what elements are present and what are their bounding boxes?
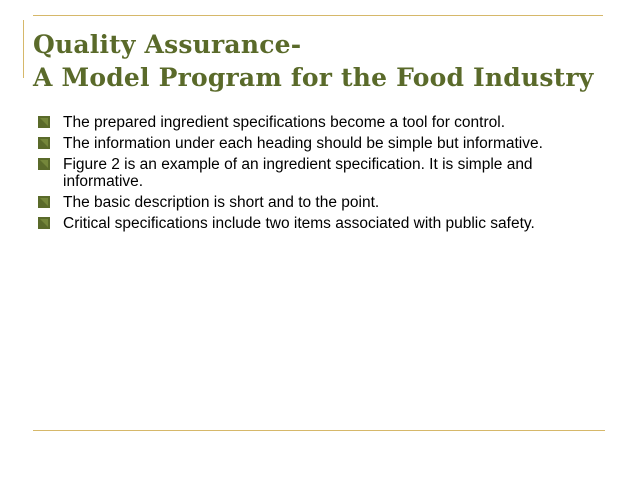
title-line-1: Quality Assurance- — [33, 30, 302, 59]
bullet-text: Figure 2 is an example of an ingredient specification. It is simple and informative. — [63, 156, 533, 190]
square-bullet-icon — [38, 217, 50, 229]
square-bullet-icon — [38, 196, 50, 208]
bullet-item — [38, 194, 598, 211]
bullet-list — [38, 114, 598, 236]
square-bullet-icon — [38, 137, 50, 149]
bullet-item — [38, 135, 598, 152]
bullet-text: Critical specifications include two items associated with public safety. — [63, 215, 535, 232]
bottom-rule — [33, 430, 605, 431]
square-bullet-icon — [38, 116, 50, 128]
left-rule — [23, 20, 24, 78]
bullet-item — [38, 156, 598, 190]
bullet-text: The basic description is short and to the point. — [63, 194, 380, 211]
slide-title — [33, 28, 594, 94]
bullet-text: The prepared ingredient specifications become a tool for control. — [63, 114, 505, 131]
bullet-text: The information under each heading should be simple but informative. — [63, 135, 543, 152]
square-bullet-icon — [38, 158, 50, 170]
title-line-2: A Model Program for the Food Industry — [33, 63, 594, 92]
bullet-item — [38, 215, 598, 232]
bullet-item — [38, 114, 598, 131]
top-rule — [33, 15, 603, 16]
